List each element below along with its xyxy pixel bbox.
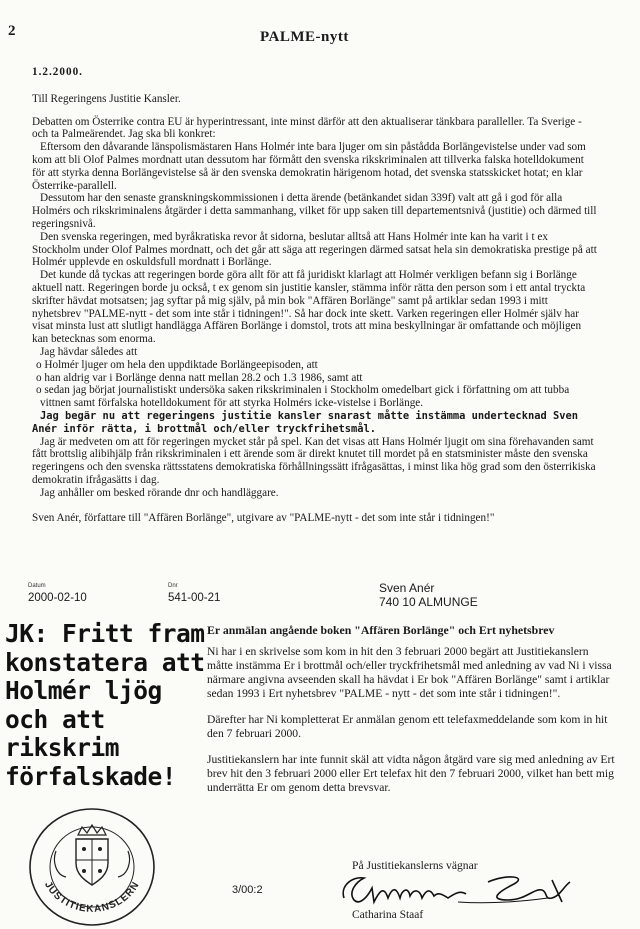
dnr-field [168, 583, 220, 604]
list-item: o han aldrig var i Borlänge denna natt mellan 28.2 och 1.3 1986, samt att [36, 371, 363, 384]
headline-line: Holmér ljög [5, 676, 162, 705]
datum-field [28, 583, 87, 604]
letter-demand: Jag begär nu att regeringens justitie kansler snarast måtte instämma undertecknad Sven Anér inför rätta, i brottmål och/eller tryckfrihetsmål. [32, 409, 578, 435]
reference-number: 3/00:2 [232, 884, 263, 896]
letter-date: 1.2.2000. [32, 66, 83, 78]
claims-list [32, 359, 597, 410]
reply-paragraph: Ni har i en skrivelse som kom in hit den 3 februari 2000 begärt att Justitiekanslern måtte instämma Er i brottmål och/eller tryckfrihetsmål med anledning av vad Ni i vissa närmare angivna avseenden skall ha hävdat i Er bok "Affären Borlänge" samt i artiklar sedan 1993 i Ert nyhetsbrev "PALME - nytt - det som inte står i tidningen!". [207, 645, 612, 700]
headline-line: rikskrim [5, 733, 120, 762]
handwritten-signature [338, 868, 578, 912]
letter-paragraph: Eftersom den dåvarande länspolismästaren Hans Holmér inte bara ljuger om sin påstådda Borlängevistelse under vad som kom att bli Olof Palmes mordnatt utan dessutom har förmått den svenska rikskriminalen att tillverka falska hotelldokument för att styrka denna Borlängevistelse så är den svenska demokratin härigenom hotad, det svenska statsskicket hotat; en klar Österrike-parallell. [32, 141, 586, 192]
letter-paragraph: Det kunde då tyckas att regeringen borde göra allt för att få juridiskt klarlagt att Holmér verkligen befann sig i Borlänge aktuell natt. Regeringen borde ju också, t ex genom sin justitie kansler, stämma inför rätta den person som i ett antal tryckta skrifter hävdat motsatsen; jag syftar på mig själv, på min bok "Affären Borlänge" samt på artiklar sedan 1993 i mitt nyhetsbrev "PALME-nytt - det som inte står i tidningen!". Så har dock inte skett. Varken regeringen eller Holmér själv har visat minsta lust att slutligt handlägga Affären Borlänge i domstol, trots att mina beskyllningar är omfattande och möjligen kan betecknas som enorma. [32, 269, 586, 346]
datum-label: Datum [28, 583, 46, 589]
headline-line: och att [5, 704, 105, 734]
list-item: o Holmér ljuger om hela den uppdiktade Borlängeepisoden, att [36, 358, 318, 371]
headline-line: förfalskade! [5, 761, 177, 791]
letter-paragraph: Jag anhåller om besked rörande dnr och handläggare. [40, 486, 279, 499]
seal-text: JUSTITIEKANSLERN [42, 879, 143, 915]
reply-paragraph: Därefter har Ni kompletterat Er anmälan genom ett telefaxmeddelande som kom in hit den 7 februari 2000. [207, 713, 608, 740]
dnr-label: Dnr [168, 583, 178, 589]
justitiekanslern-seal-icon [22, 805, 162, 929]
letter-salutation: Till Regeringens Justitie Kansler. [32, 92, 181, 105]
masthead-title: PALME-nytt [260, 29, 349, 45]
letter-paragraph: Jag är medveten om att för regeringen mycket står på spel. Kan det visas att Hans Holmér ljugit om sina förehavanden samt fått brottslig alibihjälp från rikskriminalen i ett ärende som är direkt knutet till mordet på en statsminister måste den svenska regeringens och den svenska rättsstatens demokratiska förhållningssätt ifrågasättas, i minst lika hög grad som den österrikiska demokratin ifrågasätts i dag. [32, 435, 596, 486]
list-item: o sedan jag börjat journalistiskt undersöka saken rikskriminalen i Stockholm omedelbart gick i författning om att tubba vittnen samt förfalska hotelldokument för att styrka Holmérs icke-vistelse i Borlänge. [36, 384, 570, 410]
letter-body [32, 66, 597, 524]
page-number: 2 [8, 23, 16, 39]
recipient-address: 740 10 ALMUNGE [379, 595, 478, 609]
reply-paragraph: Justitiekanslern har inte funnit skäl att vidta någon åtgärd vare sig med anledning av Ert brev hit den 3 februari 2000 eller Ert telefax hit den 7 februari 2000, vilket han bett mig underrätta Er om genom detta brevsvar. [207, 753, 615, 794]
letter-paragraph: Den svenska regeringen, med byråkratiska revor åt sidorna, beslutar alltså att Hans Holmér inte kan ha varit i t ex Stockholm under Olof Palmes mordnatt, och det går att säga att regeringen därmed satsat hela sin demokratiska prestige på att Holmér upplevde en oskuldsfull mordnatt i Borlänge. [32, 230, 597, 269]
on-behalf-line: På Justitiekanslerns vägnar [352, 859, 478, 872]
letter-paragraph: Jag hävdar således att [40, 345, 138, 358]
dnr-value: 541-00-21 [168, 592, 221, 604]
headline-line: konstatera att [5, 647, 205, 677]
reply-title: Er anmälan angående boken "Affären Borlänge" och Ert nyhetsbrev [207, 623, 555, 637]
headline-line: JK: Fritt fram [5, 619, 205, 648]
datum-value: 2000-02-10 [28, 592, 87, 604]
jk-reply [207, 623, 627, 872]
headline [5, 619, 205, 791]
signer-name: Catharina Staaf [352, 909, 424, 921]
recipient-name: Sven Anér [379, 581, 435, 595]
letter-paragraph: Dessutom har den senaste granskningskommissionen i detta ärende (betänkandet sidan 339f) valt att gå i god för alla Holmérs och rikskriminalens åtgärder i detta sammanhang, vilket för upp saken till departementsnivå (justitie) och därmed till regeringsnivå. [32, 192, 597, 230]
letter-paragraph: Debatten om Österrike contra EU är hyperintressant, inte minst därför att den aktualiserar tänkbara paralleller. Ta Sverige - och ta Palmeärendet. Jag ska bli konkret: [32, 115, 582, 141]
letter-signoff: Sven Anér, författare till "Affären Borlänge", utgivare av "PALME-nytt - det som inte står i tidningen!" [32, 511, 495, 524]
recipient-address-block [379, 581, 478, 609]
